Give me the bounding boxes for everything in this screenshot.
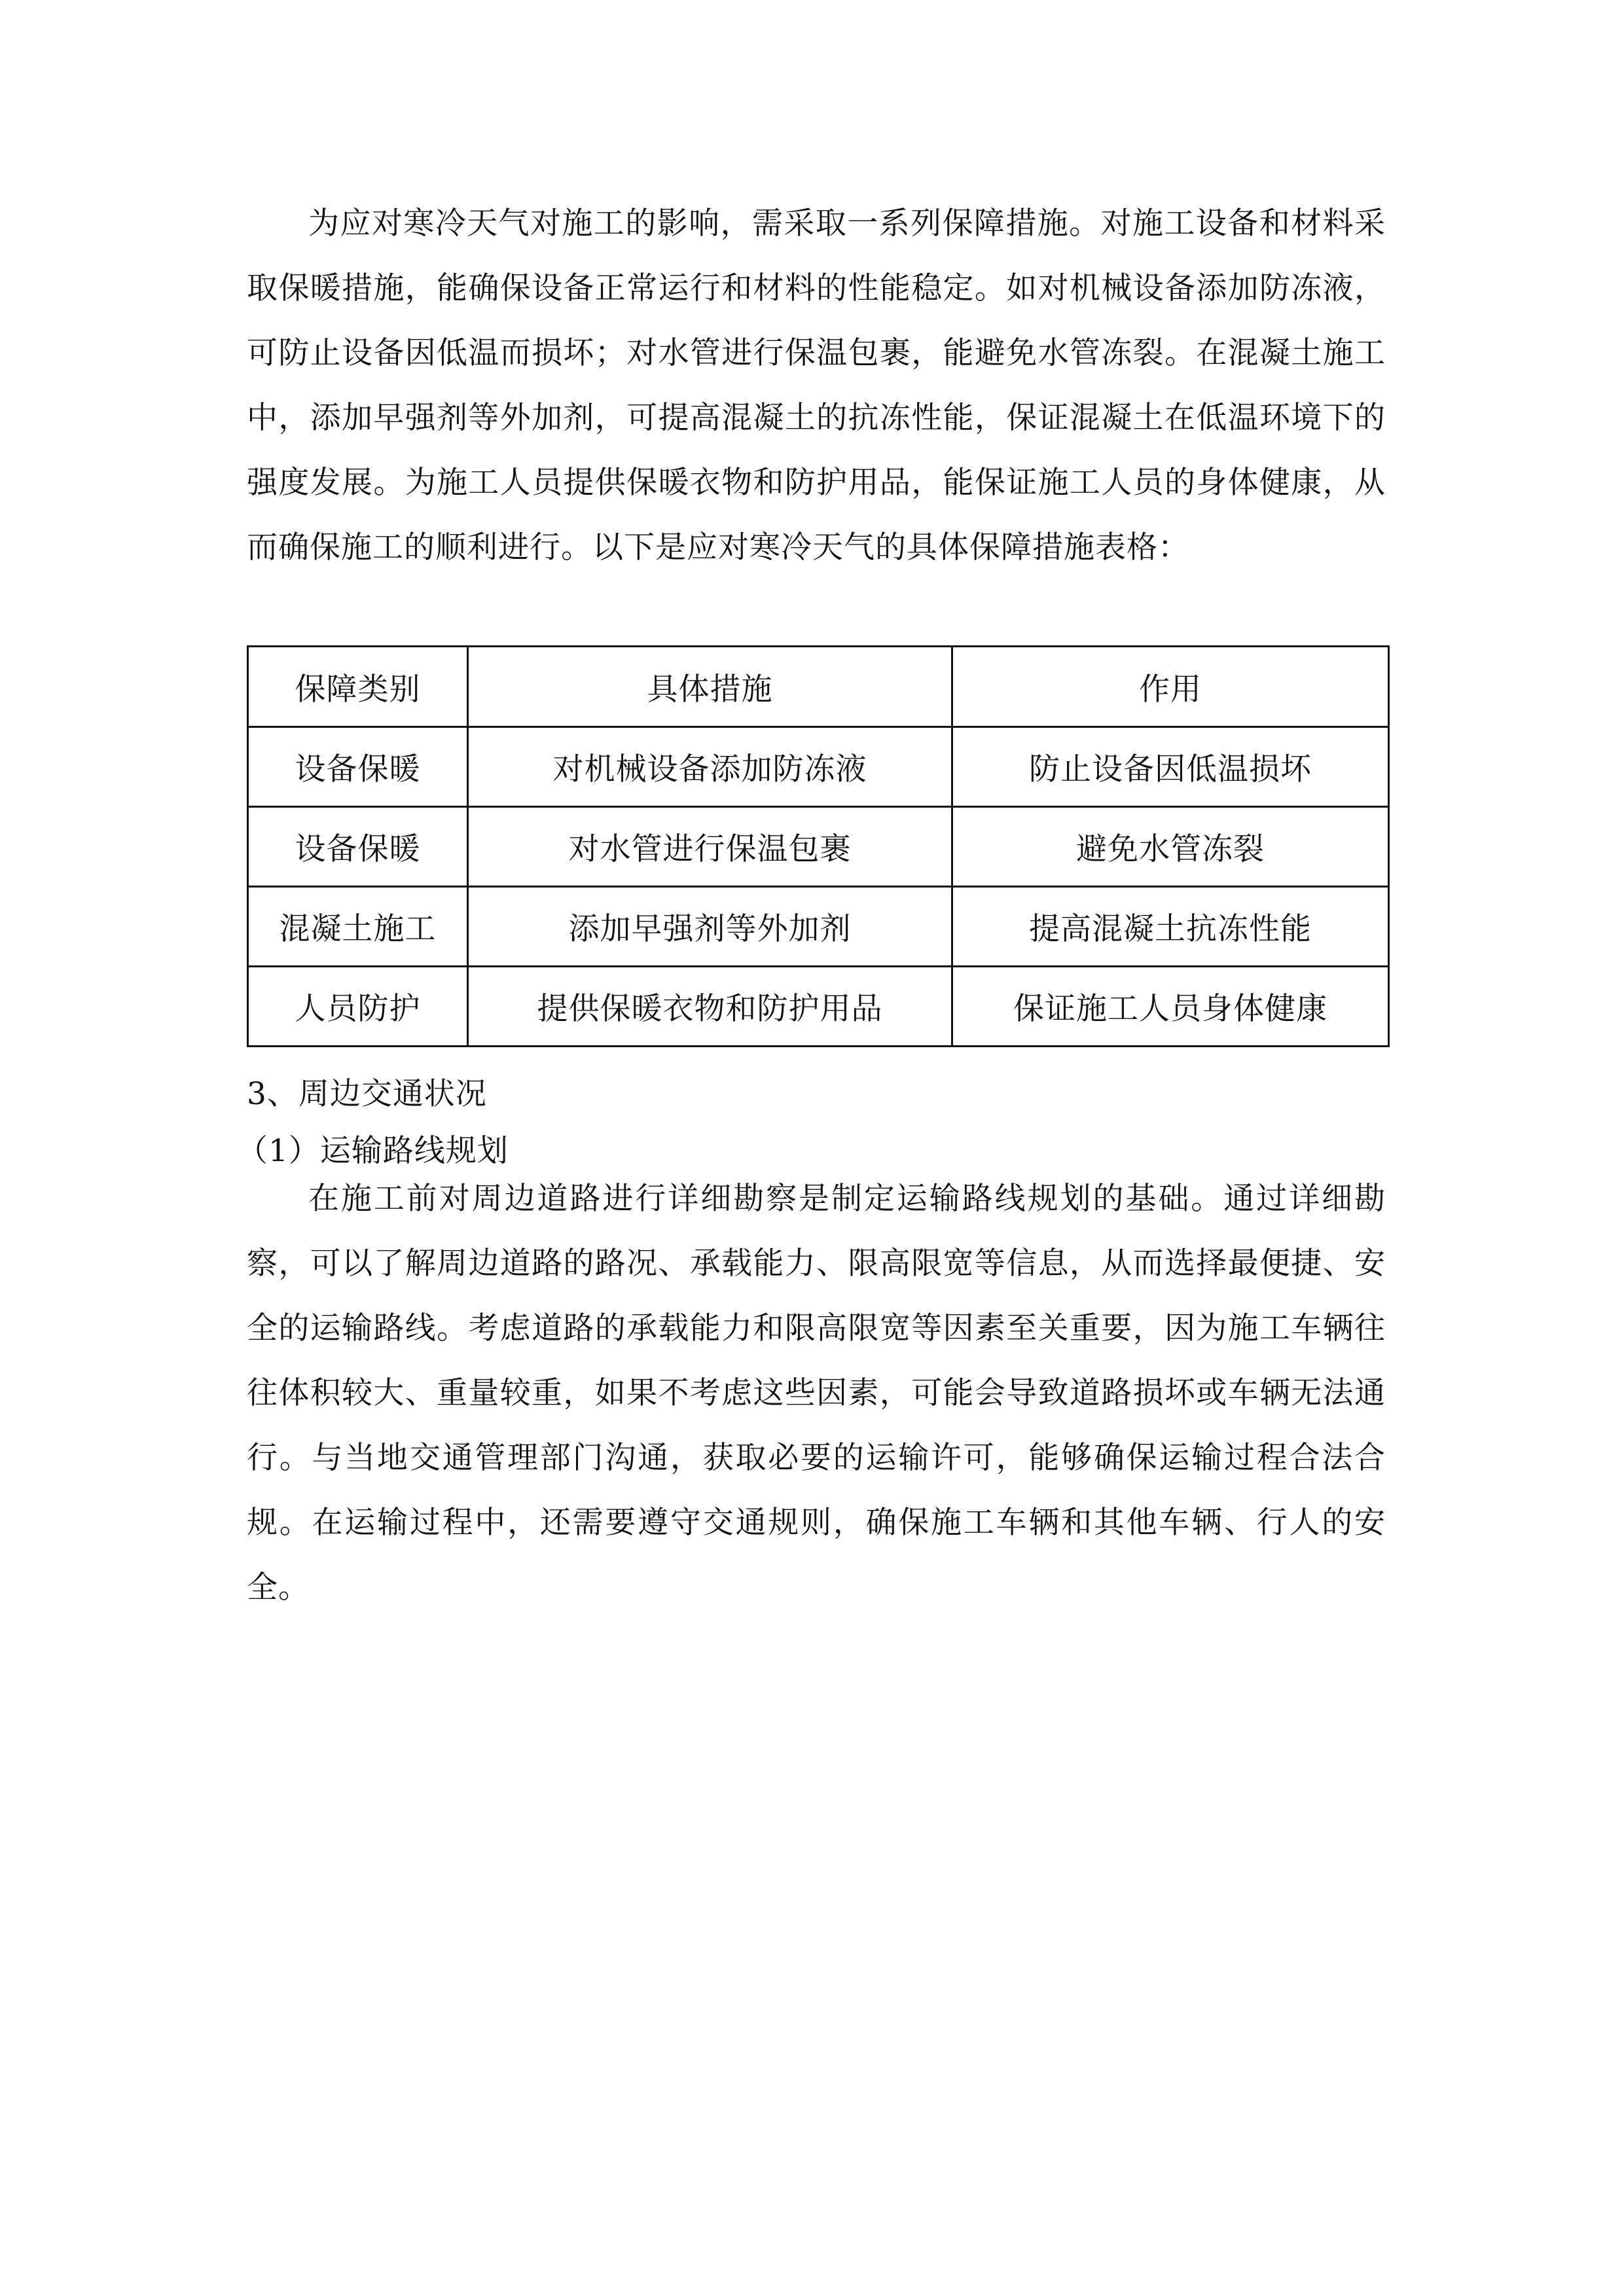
table-cell: 对机械设备添加防冻液 [468, 727, 952, 807]
paragraph-cold-weather-measures: 为应对寒冷天气对施工的影响，需采取一系列保障措施。对施工设备和材料采取保暖措施，能确保设备正常运行和材料的性能稳定。如对机械设备添加防冻液，可防止设备因低温而损坏；对水管进行保温包裹，能避免水管冻裂。在混凝土施工中，添加早强剂等外加剂，可提高混凝土的抗冻性能，保证混凝土在低温环境下的强度发展。为施工人员提供保暖衣物和防护用品，能保证施工人员的身体健康，从而确保施工的顺利进行。以下是应对寒冷天气的具体保障措施表格： [247, 206, 1386, 565]
table-cell: 混凝土施工 [248, 887, 468, 967]
table-cell: 人员防护 [248, 967, 468, 1047]
table-header-row [248, 647, 1389, 727]
table-cell: 提高混凝土抗冻性能 [952, 887, 1389, 967]
table-cell: 设备保暖 [248, 807, 468, 887]
paragraph-transport-route: 在施工前对周边道路进行详细勘察是制定运输路线规划的基础。通过详细勘察，可以了解周边道路的路况、承载能力、限高限宽等信息，从而选择最便捷、安全的运输路线。考虑道路的承载能力和限高限宽等因素至关重要，因为施工车辆往往体积较大、重量较重，如果不考虑这些因素，可能会导致道路损坏或车辆无法通行。与当地交通管理部门沟通，获取必要的运输许可，能够确保运输过程合法合规。在运输过程中，还需要遵守交通规则，确保施工车辆和其他车辆、行人的安全。 [247, 1181, 1386, 1605]
table-row [248, 807, 1389, 887]
table-cell: 保证施工人员身体健康 [952, 967, 1389, 1047]
measures-table [247, 645, 1390, 1047]
table-header-effect: 作用 [952, 647, 1389, 727]
table-cell: 添加早强剂等外加剂 [468, 887, 952, 967]
subsection-heading: （1）运输路线规划 [237, 1133, 509, 1169]
table-header-category: 保障类别 [248, 647, 468, 727]
table-row [248, 967, 1389, 1047]
table-cell: 设备保暖 [248, 727, 468, 807]
table-header-measure: 具体措施 [468, 647, 952, 727]
table-row [248, 727, 1389, 807]
table-row [248, 887, 1389, 967]
section-heading: 3、周边交通状况 [247, 1076, 487, 1112]
table-cell: 防止设备因低温损坏 [952, 727, 1389, 807]
table-cell: 对水管进行保温包裹 [468, 807, 952, 887]
table-cell: 提供保暖衣物和防护用品 [468, 967, 952, 1047]
table-cell: 避免水管冻裂 [952, 807, 1389, 887]
